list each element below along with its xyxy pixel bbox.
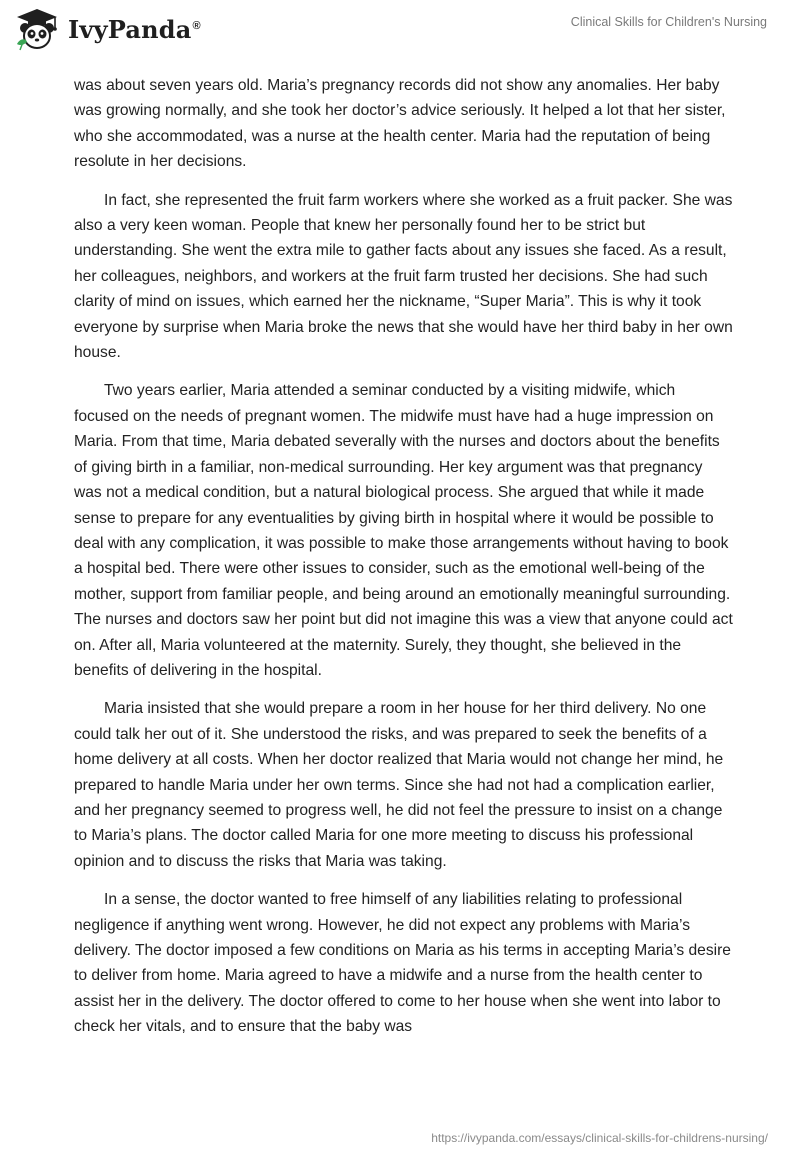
- paragraph-2: In fact, she represented the fruit farm workers where she worked as a fruit packer. She was also a very keen woman. People that knew her personally found her to be strict but understanding. She went the extra mile to gather facts about any issues she faced. As a result, her colleagues, neighbors, and workers at the fruit farm trusted her decisions. She had such clarity of mind on issues, which earned her the nickname, “Super Maria”. This is why it took everyone by surprise when Maria broke the news that she would have her third baby in her own house.: [74, 191, 733, 362]
- paragraph-5: In a sense, the doctor wanted to free himself of any liabilities relating to professional negligence if anything went wrong. However, he did not expect any problems with Maria’s delivery. The doctor imposed a few conditions on Maria as his terms in accepting Maria’s desire to deliver from home. Maria agreed to have a midwife and a nurse from the health center to assist her in the delivery. The doctor offered to come to her house when she went into labor to check her vitals, and to ensure that the baby was: [74, 891, 731, 1036]
- ivypanda-logo-link[interactable]: [14, 6, 201, 52]
- source-url-link[interactable]: https://ivypanda.com/essays/clinical-skills-for-childrens-nursing/: [431, 1131, 768, 1145]
- paragraph-3: Two years earlier, Maria attended a seminar conducted by a visiting midwife, which focused on the needs of pregnant women. The midwife must have had a huge impression on Maria. From that time, Maria debated severally with the nurses and doctors about the benefits of giving birth in a familiar, non-medical surrounding. Her key argument was that pregnancy was not a medical condition, but a natural biological process. She argued that while it made sense to prepare for any eventualities by giving birth in hospital where it would be possible to deal with any complication, it was possible to make those arrangements without having to book a hospital bed. There were other issues to consider, such as the emotional well-being of the mother, support from familiar people, and being around an emotionally meaningful surrounding. The nurses and doctors saw her point but did not imagine this was a view that anyone could act on. After all, Maria volunteered at the maternity. Surely, they thought, she believed in the benefits of delivering in the hospital.: [74, 382, 733, 679]
- paragraph-1: was about seven years old. Maria’s pregnancy records did not show any anomalies. Her baby was growing normally, and she took her doctor’s advice seriously. It helped a lot that her sister, who she accommodated, was a nurse at the health center. Maria had the reputation of being resolute in her decisions.: [74, 77, 726, 171]
- document-title: Clinical Skills for Children's Nursing: [570, 15, 767, 29]
- brand-name-text: IvyPanda: [68, 14, 192, 44]
- essay-body: [74, 73, 734, 1053]
- page-header: [0, 0, 800, 70]
- registered-mark: ®: [192, 19, 201, 32]
- panda-graduation-cap-icon: [14, 6, 60, 52]
- brand-name: [68, 15, 201, 44]
- paragraph-4: Maria insisted that she would prepare a room in her house for her third delivery. No one could talk her out of it. She understood the risks, and was prepared to seek the benefits of a home delivery at all costs. When her doctor realized that Maria would not change her mind, he prepared to handle Maria under her own terms. Since she had not had a complication earlier, and her pregnancy seemed to progress well, he did not feel the pressure to insist on a change to Maria’s plans. The doctor called Maria for one more meeting to discuss his professional opinion and to discuss the risks that Maria was taking.: [74, 700, 724, 870]
